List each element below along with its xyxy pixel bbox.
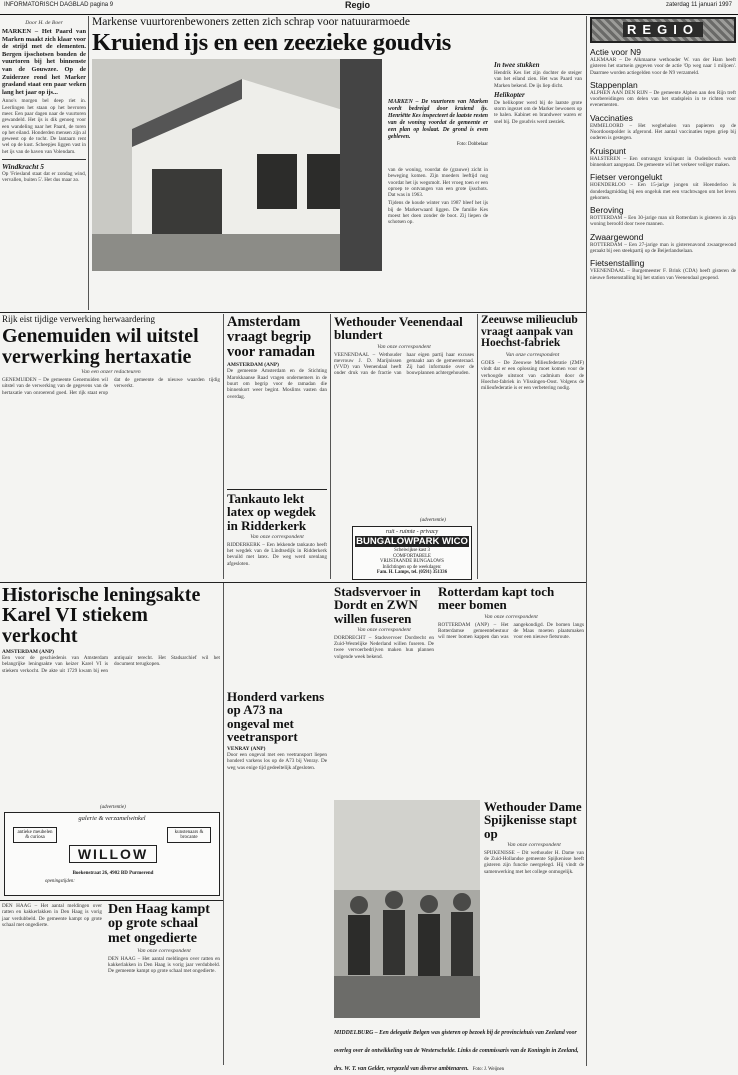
honderd-body: Door een ongeval met een veetransport liepen honderd varkens los op de A73 bij Venray. De weg was enige tijd gedeeltelijk afgesloten.: [227, 752, 327, 771]
rotterdam-body: ROTTERDAM (ANP) – Het Rotterdamse gemeentebestuur wil meer bomen kappen dan was aangekondigd. De bomen langs de Maas moeten plaatsmaken voor een nieuwe fietsroute.: [438, 621, 584, 641]
bungalow-line-3: Inlichtingen op de weekdagen:: [382, 564, 442, 570]
divider: [330, 314, 331, 579]
bungalow-line-2: VRIJSTAANDE BUNGALOWS: [380, 559, 444, 564]
sidebar-item-0: [590, 47, 736, 76]
left-box-text: Op 'Friesland staat dat er zondag wind, vervallen, buiten 5'. Het dus maar zo.: [2, 171, 86, 184]
article-zeeuwse: [481, 315, 584, 580]
article-honderd: [227, 690, 327, 890]
ramadan-body: De gemeente Amsterdam en de Stichting Marokkaanse Raad vragen ondernemers in de buurt om begrip voor de ramadan die binnenkort weer begint. Moslims vasten dan overdag.: [227, 368, 327, 400]
main-col3: Hendrik Kes liet zijn dochter de steiger van het eiland zien. Het was Paard van Marken bekend. De ijs liep dicht.: [494, 70, 582, 89]
sidebar-masthead: [590, 17, 736, 43]
leningsakte-body: Een voor de geschiedenis van Amsterdam belangrijke leningsakte van keizer Karel VI is stiekem verkocht. De akte uit 1729 kwam bij een antiquair terecht. Het Stadsarchief wil het document terugkopen.: [2, 655, 220, 674]
rule: [0, 582, 330, 583]
sidebar-item-text: ROTTERDAM – Een 27-jarige man is gisterenavond zwaargewond geraakt bij een steekpartij op de Beijerlandselaan.: [590, 241, 736, 255]
main-sub1: In twee stukken: [494, 61, 540, 69]
ad-bungalow: [352, 526, 472, 580]
sidebar-item-4: [590, 172, 736, 201]
people-group-illustration: [334, 800, 480, 1018]
ramadan-dateline: AMSTERDAM (ANP): [227, 362, 279, 369]
sidebar-item-text: EMMELOORD – Het wegbehalen van papieren op de Noordoostpolder is afgerond. Het aantal vaccinaties tegen griep bij ouderen is gestegen.: [590, 122, 736, 142]
zeeuwse-body: GOES – De Zeeuwse Milieufederatie (ZMF) vindt dat er een oplossing moet komen voor de verhoogde uitstoot van cadmium door de Hoechst-fabriek in Vlissingen-Oost. Volgens de milieufederatie is er een verbetering nodig.: [481, 360, 584, 392]
stadsvervoer-headline: Stadsvervoer in Dordt en ZWN willen fuseren: [334, 584, 421, 626]
rule: [0, 900, 224, 901]
bungalow-line-0: Scheiwijkse kast 3: [394, 548, 430, 553]
willow-name: WILLOW: [69, 845, 157, 863]
wethouder2-byline: Van onze correspondent: [507, 841, 561, 848]
den-haag-byline: Van onze correspondent: [137, 947, 191, 954]
sidebar-item-title: Beroving: [590, 205, 624, 216]
main-caption: MARKEN – De vuurtoren van Marken wordt bedreigd door kruiend ijs. Henriëtte Kes inspecteert de laatste resten van de woning voordat de gemeente er een plan op loslaat. De grond is even gebleven.: [388, 99, 488, 140]
divider: [223, 314, 224, 579]
left-author: Door H. de Boer: [25, 20, 63, 26]
rule: [330, 582, 586, 583]
middelburg-caption-credit: Foto: J. Weijnen: [472, 1067, 505, 1072]
bungalow-name: BUNGALOWPARK WICO: [356, 536, 468, 547]
genemuiden-headline: Genemuiden wil uitstel verwerking hertaxatie: [2, 325, 199, 368]
stadsvervoer-byline: Van onze correspondent: [357, 626, 411, 633]
genemuiden-kicker: Rijk eist tijdige verwerking herwaardering: [2, 314, 155, 324]
sidebar-item-1: [590, 80, 736, 109]
middelburg-photo: [334, 800, 480, 1018]
main-col1: van de woning, voordat de (grauwe) zicht in beweging komen. Zijn moeders leeftijd nog voordat het ijs wegsmolt. Het vroeg toen er een oproep te ontvangen van een grote ijsschots. Dat was in 1963.: [388, 167, 488, 199]
left-box-title: Windkracht 5: [2, 159, 86, 171]
main-sub2: Helikopter: [494, 90, 525, 99]
article-genemuiden: [2, 315, 220, 578]
wethouder2-body: SPIJKENISSE – Dit wethouder H. Dame van de Zuid-Hollandse gemeente Spijkenisse heeft gisteren zijn functie neergelegd. Hij vindt de samenwerking met het college onmogelijk.: [484, 849, 584, 875]
rotterdam-byline: Van onze correspondent: [484, 613, 538, 620]
sidebar-item-title: Fietser verongelukt: [590, 172, 663, 183]
sidebar-item-text: HALSTEREN – Een ontvangst kruispunt in Oudenbosch wordt binnenkort aangepast. De gemeente wil het verkeer veiliger maken.: [590, 155, 736, 168]
main-caption-credit: Foto: Dobbelaar: [456, 142, 488, 147]
sidebar-item-title: Fietsenstalling: [590, 258, 645, 269]
sidebar-divider: [586, 16, 587, 1066]
genemuiden-body: GENEMUIDEN – De gemeente Genemuiden wil uitstel van de verwerking van de gegevens van de hertaxatie van onroerend goed. Het rijk staat erop dat de gemeente de nieuwe waarden tijdig verwerkt.: [2, 376, 220, 396]
tankauto-headline: Tankauto lekt latex op wegdek in Ridderkerk: [227, 491, 316, 533]
divider: [88, 16, 89, 310]
left-bottom-body: DEN HAAG – Het aantal meldingen over ratten en kakkerlakken in Den Haag is vorig jaar verdubbeld. De gemeente kampt op grote schaal met ongedierte.: [2, 903, 102, 928]
main-photo: [92, 59, 382, 271]
header-section: Regio: [345, 0, 371, 10]
zeeuwse-byline: Van onze correspondent: [505, 352, 560, 359]
sidebar-item-2: [590, 113, 736, 142]
genemuiden-byline: Van een onzer redacteuren: [81, 368, 141, 375]
sidebar-item-text: VEENENDAAL – Burgemeester F. Brink (CDA) heeft gisteren de nieuwe fietsenstalling bij het station van Veenendaal geopend.: [590, 268, 736, 281]
rule: [0, 312, 586, 313]
sidebar-masthead-text: REGIO: [623, 22, 703, 37]
main-body-col1: [388, 167, 488, 226]
header-date: zaterdag 11 januari 1997: [666, 2, 732, 8]
zeeuwse-headline: Zeeuwse milieuclub vraagt aanpak van Hoechst-fabriek: [481, 314, 578, 350]
main-col2: Tijdens de koude winter van 1987 bleef het ijs bij de Markerwaard liggen. De familie Kes moest het doen zonder de boot. Zij liepen de schotsen op.: [388, 200, 488, 226]
sidebar-item-text: ALPHEN AAN DEN RIJN – De gemeente Alphen aan den Rijn treft voorbereidingen om delen van het stadsplein in te richten voor evenementen.: [590, 89, 736, 109]
willow-hours-label: openingstijden:: [45, 879, 75, 884]
article-rotterdam: [438, 585, 584, 795]
main-headline: Kruiend ijs en een zeezieke goudvis: [92, 28, 452, 56]
tankauto-byline: Van onze correspondent: [250, 533, 304, 540]
middelburg-caption: [334, 1021, 584, 1072]
main-body-col2: [494, 59, 582, 125]
header-paper-name: INFORMATORISCH DAGBLAD pagina 9: [4, 2, 114, 8]
sidebar-item-5: [590, 205, 736, 228]
ramadan-headline: Amsterdam vraagt begrip voor ramadan: [227, 314, 315, 360]
bungalow-advertentie-label: (advertentie): [420, 518, 446, 523]
left-body: Anno's morgen bel deep riet in. Leerlingen het staan op het bevroren meer. Een paar dagen naar de vuurtoren gewandeld. Het ijs is dik genoeg voor een wandeling naar het Paard, de toren op het eiland. Honderden mensen zijn al geweest op de tocht. De lantaarn rent wel op de kust. Scheepjes liggen vast in het ijs van de haven van Volendam.: [2, 98, 86, 155]
sidebar-item-6: [590, 232, 736, 255]
divider: [223, 583, 224, 1065]
wethouder-byline: Van onze correspondent: [377, 343, 431, 350]
sidebar-item-title: Actie voor N9: [590, 47, 642, 57]
article-ramadan: [227, 315, 327, 485]
stadsvervoer-body: DORDRECHT – Stadsvervoer Dordrecht en Zuid-Westelijke Nederland willen fuseren. De twee vervoerbedrijven maken hun plannen volgende week bekend.: [334, 634, 434, 660]
photo-caption-block: [388, 99, 488, 147]
sidebar: [590, 17, 736, 1067]
honderd-dateline: VENRAY (ANP): [227, 746, 266, 752]
sidebar-item-7: [590, 258, 736, 281]
sidebar-item-text: HOENDERLOO – Een 15-jarige jongen uit Hoenderloo is donderdagmiddag bij een ongeluk met een vrachtwagen om het leven gekomen.: [590, 182, 736, 201]
article-den-haag: [108, 903, 220, 1063]
leningsakte-dateline: AMSTERDAM (ANP): [2, 649, 54, 656]
lighthouse-illustration: [92, 59, 382, 271]
ad-willow: [4, 812, 220, 896]
page-header: [0, 0, 738, 14]
sidebar-item-title: Stappenplan: [590, 79, 638, 90]
bungalow-phone: Fam. H. Lamps, tel. (0591) 351336: [376, 570, 448, 575]
sidebar-item-title: Kruispunt: [590, 145, 626, 156]
sidebar-item-text: ALKMAAR – De Alkmaarse wethouder W. van der Ham heeft gisteren het startsein gegeven voor de actie 'Op weg naar 1 miljoen'. Daarmee worden actiegelden voor de N9 verzameld.: [590, 57, 736, 76]
sidebar-item-3: [590, 146, 736, 169]
header-rule: [0, 14, 738, 15]
willow-right-box: kunstenaars & brocante: [167, 827, 211, 843]
leningsakte-headline: Historische leningsakte Karel VI stiekem verkocht: [2, 584, 201, 647]
sidebar-item-text: ROTTERDAM – Een 30-jarige man uit Rotterdam is gisteren in zijn woning beroofd door twee mannen.: [590, 215, 736, 228]
willow-left-box: antieke meubelen & curiosa: [13, 827, 57, 843]
middelburg-caption-text: MIDDELBURG – Een delegatie Belgen was gisteren op bezoek bij de provinciehuis van Zeeland voor overleg over de ontwikkeling van de Westerschelde. Links de commissaris van de Koningin in Zeeland, drs. W. T. van Gelder, vergezeld van diverse ambtenaren.: [334, 1030, 579, 1072]
article-stadsvervoer: [334, 585, 434, 795]
left-lead: MARKEN – Het Paard van Marken maakt zich klaar voor de strijd met de elementen. Bergen ijsschotsen bonden de vuurtoren bij het binnenste van de Gouwzee. Op de Zuiderzee rond het Marker grasland staat een paar weken lang het jaar op ijs...: [2, 28, 86, 96]
bungalow-tag: ruit - ruimte - privacy: [385, 529, 439, 535]
willow-address: Boekenstraat 26, 4902 BD Purmerend: [72, 871, 154, 876]
honderd-headline: Honderd varkens op A73 na ongeval met veetransport: [227, 689, 325, 744]
main-kicker: Markense vuurtorenbewoners zetten zich schrap voor natuurarmoede: [92, 16, 411, 28]
wethouder-headline: Wethouder Veenendaal blundert: [334, 314, 463, 343]
column-left: [2, 18, 86, 310]
main-story: [92, 17, 582, 311]
wethouder2-headline: Wethouder Dame Spijkenisse stapt op: [484, 799, 582, 841]
den-haag-body: DEN HAAG – Het aantal meldingen over ratten en kakkerlakken in Den Haag is vorig jaar verdubbeld. De gemeente kampt op grote schaal met ongedierte.: [108, 955, 220, 975]
tankauto-body: RIDDERKERK – Een lekkende tankauto heeft het wegdek van de Lindtsedijk in Ridderkerk bevuild met latex. De weg werd urenlang afgesloten.: [227, 541, 327, 567]
article-leningsakte: [2, 585, 220, 803]
article-tankauto: [227, 489, 327, 579]
sidebar-item-title: Zwaargewond: [590, 231, 644, 242]
den-haag-headline: Den Haag kampt op grote schaal met ongedierte: [108, 902, 210, 946]
article-left-bottom: [2, 903, 102, 1063]
wethouder-body: VEENENDAAL – Wethouder mevrouw J. D. Marijnissen (VVD) van Veenendaal heeft onder druk van de fractie van haar eigen partij haar excuses gemaakt aan de gemeenteraad. Zij had informatie over de bouwplannen achtergehouden.: [334, 351, 474, 377]
divider: [477, 314, 478, 579]
willow-advertentie-label: (advertentie): [100, 805, 126, 810]
article-wethouder2: [484, 800, 584, 1020]
sidebar-item-title: Vaccinaties: [590, 112, 633, 123]
main-col4: De helikopter werd bij de laatste grote storm ingezet om de Marker bewoners op te halen. Kabinet en brandweer waren er snel bij. De goudvis werd zeeziek.: [494, 99, 582, 125]
rotterdam-headline: Rotterdam kapt toch meer bomen: [438, 584, 555, 613]
bungalow-line-1: COMFORTABELE: [393, 553, 431, 559]
article-wethouder: [334, 315, 474, 515]
willow-top: galerie & verzamelwinkel: [78, 815, 146, 822]
